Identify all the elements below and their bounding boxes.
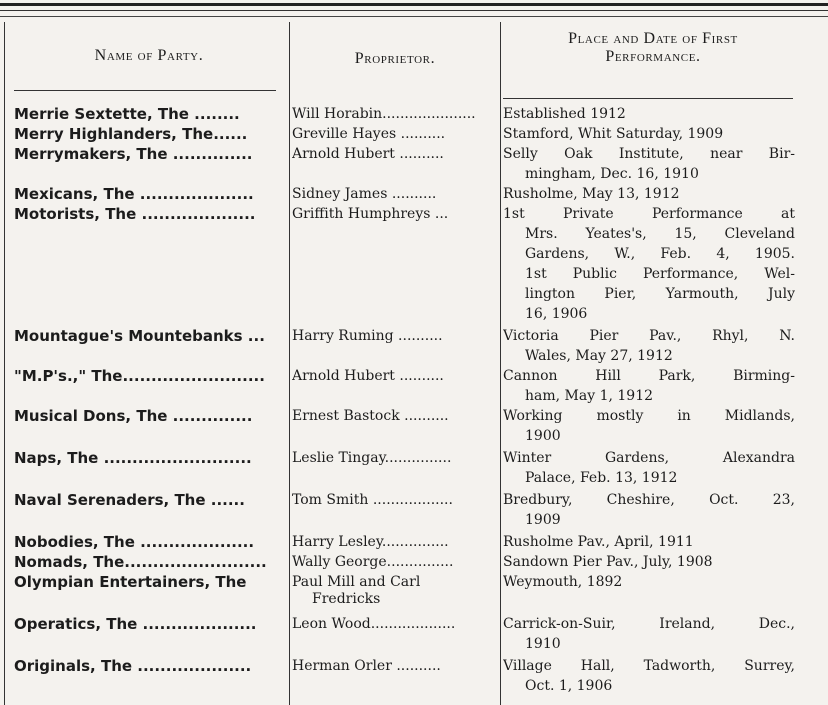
place-line: Oct. 1, 1906 <box>525 678 613 694</box>
place-line: Rusholme, May 13, 1912 <box>503 186 680 202</box>
place-line: 16, 1906 <box>525 306 588 322</box>
top-rule-thin <box>0 10 828 11</box>
place-line: 1910 <box>525 636 561 652</box>
place-line: 1st Private Performance at <box>503 206 795 222</box>
place-line: 1st Public Performance, Wel- <box>525 266 795 282</box>
place-and-date <box>503 144 795 184</box>
proprietor-name: Greville Hayes .......... <box>292 126 446 142</box>
party-name: Nobodies, The .................... <box>14 533 255 551</box>
proprietor-name: Leon Wood................... <box>292 616 456 632</box>
place-and-date <box>503 326 795 366</box>
place-and-date <box>503 490 795 530</box>
place-and-date <box>503 614 795 654</box>
place-and-date <box>503 204 795 324</box>
place-and-date <box>503 366 795 406</box>
place-and-date <box>503 572 795 592</box>
place-line: Victoria Pier Pav., Rhyl, N. <box>503 328 795 344</box>
party-name: Naval Serenaders, The ...... <box>14 491 245 509</box>
top-rule-thick <box>0 3 828 6</box>
place-line: Bredbury, Cheshire, Oct. 23, <box>503 492 795 508</box>
place-line: lington Pier, Yarmouth, July <box>525 286 795 302</box>
top-rule-lower <box>0 16 828 17</box>
party-name: Mountague's Mountebanks ... <box>14 327 265 345</box>
proprietor-name: Wally George............... <box>292 554 454 570</box>
proprietor-name: Herman Orler .......... <box>292 658 441 674</box>
proprietor-name: Leslie Tingay............... <box>292 450 452 466</box>
place-line: Cannon Hill Park, Birming- <box>503 368 795 384</box>
proprietor-name: Paul Mill and Carl <box>292 574 421 590</box>
proprietor-name: Griffith Humphreys ... <box>292 206 449 222</box>
party-name: Musical Dons, The .............. <box>14 407 253 425</box>
header-place-line-2: Performance. <box>605 48 701 65</box>
party-name: Olympian Entertainers, The <box>14 573 247 591</box>
proprietor-name-continued: Fredricks <box>312 591 381 607</box>
proprietor-name: Tom Smith .................. <box>292 492 453 508</box>
place-line: Selly Oak Institute, near Bir- <box>503 146 795 162</box>
place-and-date <box>503 448 795 488</box>
place-line: mingham, Dec. 16, 1910 <box>525 166 699 182</box>
header-proprietor: Proprietor. <box>354 50 436 67</box>
header-name-of-party: Name of Party. <box>94 47 204 64</box>
place-line: 1909 <box>525 512 561 528</box>
place-line: Weymouth, 1892 <box>503 574 623 590</box>
place-and-date <box>503 552 795 572</box>
proprietor-name: Will Horabin..................... <box>292 106 476 122</box>
party-name: Operatics, The .................... <box>14 615 257 633</box>
party-name: Merrymakers, The .............. <box>14 145 253 163</box>
proprietor-name: Harry Ruming .......... <box>292 328 443 344</box>
place-line: Village Hall, Tadworth, Surrey, <box>503 658 795 674</box>
place-line: Gardens, W., Feb. 4, 1905. <box>525 246 795 262</box>
place-and-date <box>503 406 795 446</box>
proprietor-name: Sidney James .......... <box>292 186 437 202</box>
party-name: Merry Highlanders, The...... <box>14 125 248 143</box>
column-divider-party-proprietor <box>289 22 290 705</box>
header-place-and-date <box>503 30 803 66</box>
place-and-date <box>503 184 795 204</box>
party-name: Originals, The .................... <box>14 657 252 675</box>
proprietor-name: Arnold Hubert .......... <box>292 146 444 162</box>
place-line: Sandown Pier Pav., July, 1908 <box>503 554 713 570</box>
place-and-date <box>503 124 795 144</box>
party-name: "M.P's.," The......................... <box>14 367 265 385</box>
place-and-date <box>503 104 795 124</box>
party-name: Mexicans, The .................... <box>14 185 254 203</box>
place-line: Winter Gardens, Alexandra <box>503 450 795 466</box>
party-name: Naps, The .......................... <box>14 449 252 467</box>
proprietor-name: Harry Lesley............... <box>292 534 449 550</box>
header-place-line-1: Place and Date of First <box>568 30 738 47</box>
column-divider-proprietor-place <box>500 22 501 705</box>
place-line: Established 1912 <box>503 106 626 122</box>
header-underline-place <box>503 98 793 99</box>
party-name: Merrie Sextette, The ........ <box>14 105 240 123</box>
place-line: 1900 <box>525 428 561 444</box>
place-line: Mrs. Yeates's, 15, Cleveland <box>525 226 795 242</box>
place-line: Carrick-on-Suir, Ireland, Dec., <box>503 616 795 632</box>
place-line: Working mostly in Midlands, <box>503 408 795 424</box>
party-name: Motorists, The .................... <box>14 205 256 223</box>
proprietor-name: Ernest Bastock .......... <box>292 408 449 424</box>
proprietor-name: Arnold Hubert .......... <box>292 368 444 384</box>
place-line: Stamford, Whit Saturday, 1909 <box>503 126 724 142</box>
place-line: Wales, May 27, 1912 <box>525 348 673 364</box>
place-line: Palace, Feb. 13, 1912 <box>525 470 678 486</box>
place-and-date <box>503 656 795 696</box>
column-divider-left <box>4 22 5 705</box>
header-underline-party <box>14 90 276 91</box>
place-line: Rusholme Pav., April, 1911 <box>503 534 694 550</box>
party-name: Nomads, The......................... <box>14 553 267 571</box>
place-line: ham, May 1, 1912 <box>525 388 654 404</box>
place-and-date <box>503 532 795 552</box>
